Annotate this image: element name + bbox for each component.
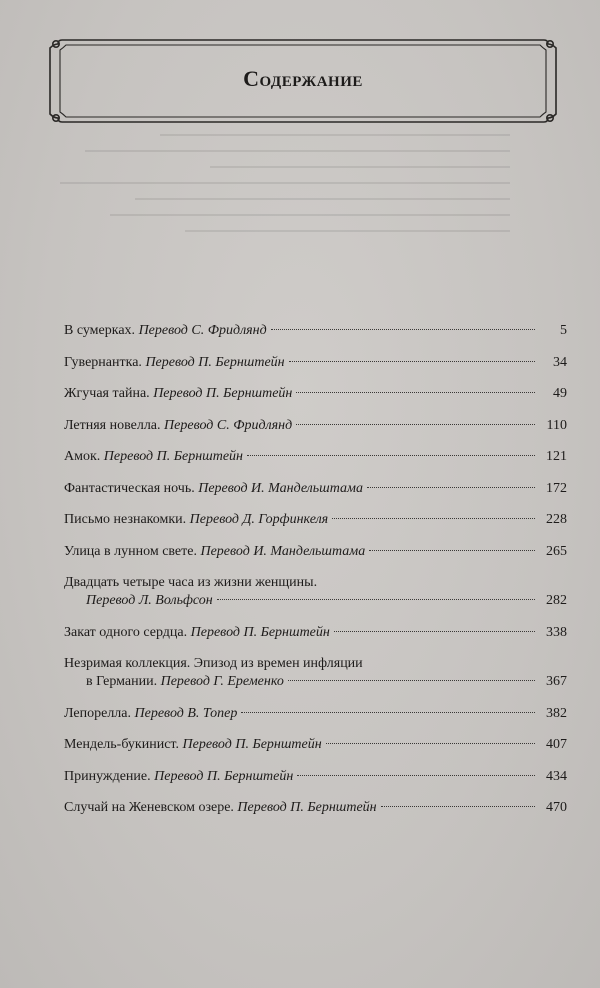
- toc-translator: Перевод П. Бернштейн: [153, 386, 293, 401]
- dot-leader: [296, 424, 535, 425]
- dot-leader: [367, 487, 535, 488]
- toc-page-number: 282: [546, 593, 567, 608]
- toc-title: Мендель-букинист.: [64, 737, 179, 752]
- toc-translator: Перевод П. Бернштейн: [145, 354, 285, 370]
- toc-translator: Перевод П. Бернштейн: [154, 768, 294, 784]
- dot-leader: [241, 712, 535, 713]
- toc-entry: [64, 354, 567, 372]
- toc-entry: [64, 768, 567, 786]
- toc-translator: Перевод Л. Вольфсон: [86, 593, 213, 608]
- toc-page-number: 382: [546, 705, 567, 721]
- toc-entry: [64, 799, 567, 817]
- toc-translator: Перевод И. Мандельштама: [200, 543, 366, 559]
- dot-leader: [247, 455, 535, 456]
- toc-title: Принуждение.: [64, 768, 151, 784]
- toc-title: В сумерках.: [64, 323, 136, 338]
- dot-leader: [297, 775, 535, 776]
- toc-title: Незримая коллекция. Эпизод из времен инфляции: [64, 656, 363, 671]
- toc-entry: [64, 543, 567, 561]
- toc-entry: [64, 511, 567, 529]
- toc-translator: Перевод П. Бернштейн: [190, 624, 330, 640]
- toc-entry: [64, 417, 567, 435]
- toc-page-number: 407: [546, 737, 567, 752]
- dot-leader: [332, 518, 535, 519]
- toc-title: Закат одного сердца.: [64, 624, 188, 640]
- toc-title-continued: в Германии.: [86, 674, 158, 689]
- toc-translator: Перевод В. Топер: [134, 705, 238, 721]
- toc-title: Письмо незнакомки.: [64, 512, 187, 527]
- toc-title: Улица в лунном свете.: [64, 543, 197, 559]
- toc-title: Амок.: [64, 449, 101, 464]
- toc-entry: [64, 448, 567, 466]
- toc-title: Гувернантка.: [64, 354, 142, 370]
- toc-entry: [64, 480, 567, 498]
- toc-title: Летняя новелла.: [64, 417, 161, 433]
- toc-page-number: 34: [553, 354, 567, 370]
- toc-page-number: 110: [546, 417, 567, 433]
- toc-page-number: 338: [546, 624, 567, 640]
- dot-leader: [271, 329, 535, 330]
- toc-page-number: 121: [546, 449, 567, 464]
- toc-page-number: 367: [546, 674, 567, 689]
- toc-entry: [64, 385, 567, 403]
- dot-leader: [369, 550, 535, 551]
- dot-leader: [326, 743, 535, 744]
- toc-page-number: 5: [560, 323, 567, 338]
- toc-translator: Перевод П. Бернштейн: [182, 737, 322, 752]
- toc-page-number: 265: [546, 543, 567, 559]
- toc-page-number: 172: [546, 480, 567, 496]
- toc-translator: Перевод С. Фридлянд: [138, 323, 267, 338]
- toc-title: Жгучая тайна.: [64, 386, 150, 401]
- toc-title: Двадцать четыре часа из жизни женщины.: [64, 575, 318, 590]
- toc-page-number: 470: [546, 800, 567, 815]
- toc-translator: Перевод И. Мандельштама: [198, 480, 363, 496]
- table-of-contents: [64, 322, 567, 831]
- dot-leader: [381, 806, 535, 807]
- dot-leader: [296, 392, 535, 393]
- toc-entry: [64, 322, 567, 340]
- toc-entry: [64, 655, 567, 691]
- toc-translator: Перевод Г. Еременко: [160, 674, 284, 689]
- toc-entry: [64, 736, 567, 754]
- toc-title: Лепорелла.: [64, 705, 132, 721]
- toc-page-number: 228: [546, 512, 567, 527]
- dot-leader: [334, 631, 535, 632]
- toc-entry: [64, 705, 567, 723]
- toc-title: Фантастическая ночь.: [64, 480, 195, 496]
- toc-page-number: 434: [546, 768, 567, 784]
- page-title: Содержание: [243, 66, 363, 91]
- toc-translator: Перевод П. Бернштейн: [103, 449, 243, 464]
- toc-title: Случай на Женевском озере.: [64, 800, 234, 815]
- dot-leader: [288, 680, 535, 681]
- toc-page-number: 49: [553, 386, 567, 401]
- toc-translator: Перевод С. Фридлянд: [164, 417, 293, 433]
- toc-translator: Перевод Д. Горфинкеля: [189, 512, 329, 527]
- toc-translator: Перевод П. Бернштейн: [237, 800, 377, 815]
- bleed-through-texture: [60, 120, 560, 320]
- dot-leader: [217, 599, 535, 600]
- title-frame: [48, 38, 558, 124]
- toc-entry: [64, 574, 567, 610]
- dot-leader: [289, 361, 535, 362]
- toc-entry: [64, 624, 567, 642]
